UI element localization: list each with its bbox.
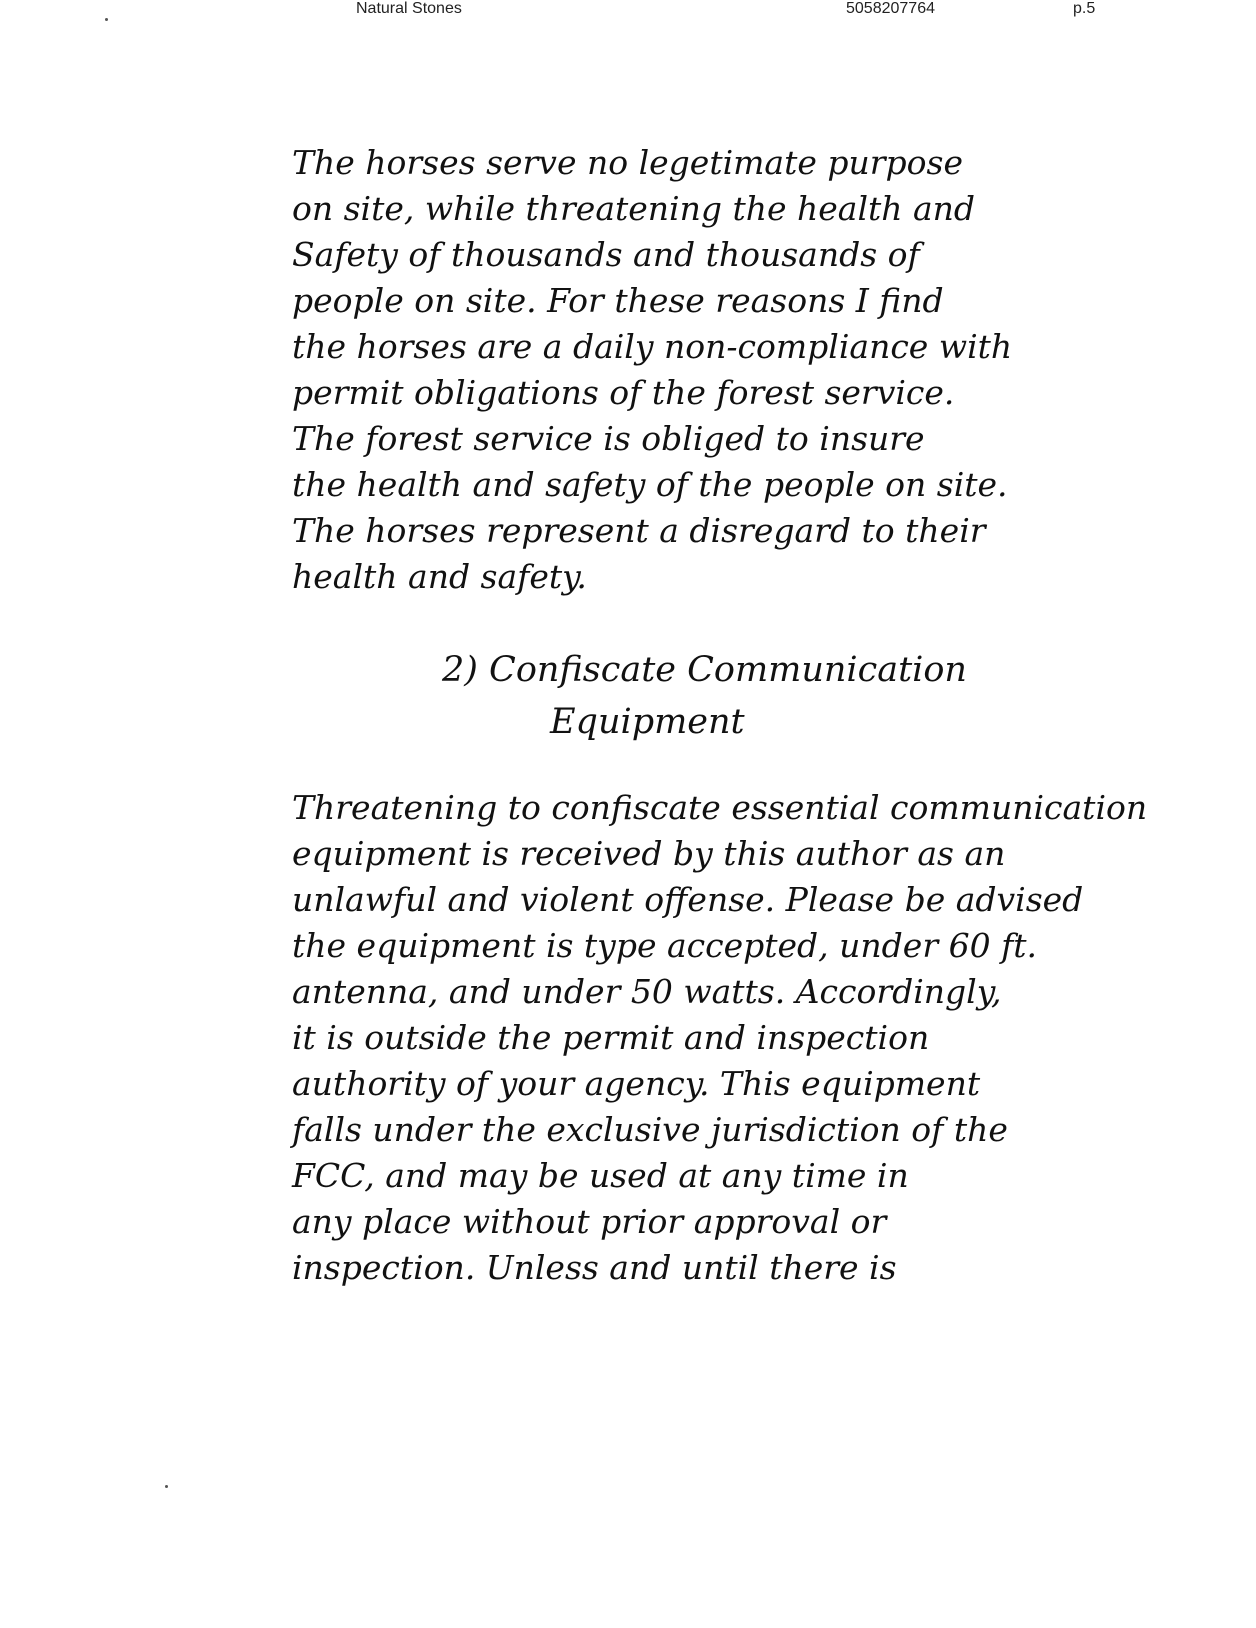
text-line: FCC, and may be used at any time in bbox=[292, 1156, 909, 1195]
text-line: the health and safety of the people on site. bbox=[292, 465, 1008, 504]
text-line: health and safety. bbox=[292, 557, 587, 596]
text-line: authority of your agency. This equipment bbox=[292, 1064, 981, 1103]
section-heading-continued: Equipment bbox=[550, 702, 745, 742]
text-line: Safety of thousands and thousands of bbox=[292, 235, 920, 274]
text-line: equipment is received by this author as an bbox=[292, 834, 1006, 873]
text-line: falls under the exclusive jurisdiction of the bbox=[292, 1110, 1008, 1149]
text-line: The forest service is obliged to insure bbox=[292, 419, 925, 458]
text-line: Threatening to confiscate essential communication bbox=[292, 788, 1148, 827]
text-line: the horses are a daily non-compliance with bbox=[292, 327, 1013, 366]
text-line: the equipment is type accepted, under 60 ft. bbox=[292, 926, 1038, 965]
fax-phone-number: 5058207764 bbox=[846, 0, 935, 17]
fax-sender: Natural Stones bbox=[356, 0, 462, 17]
text-line: people on site. For these reasons I find bbox=[292, 281, 944, 320]
text-line: any place without prior approval or bbox=[292, 1202, 887, 1241]
text-line: inspection. Unless and until there is bbox=[292, 1248, 897, 1287]
text-line: The horses represent a disregard to their bbox=[292, 511, 986, 550]
text-line: unlawful and violent offense. Please be advised bbox=[292, 880, 1084, 919]
text-line: it is outside the permit and inspection bbox=[292, 1018, 930, 1057]
paragraph-equipment bbox=[292, 785, 1242, 1291]
text-line: The horses serve no legetimate purpose bbox=[292, 143, 963, 182]
text-line: permit obligations of the forest service. bbox=[292, 373, 955, 412]
section-heading: 2) Confiscate Communication bbox=[442, 650, 967, 690]
fax-header bbox=[0, 0, 1256, 24]
text-line: antenna, and under 50 watts. Accordingly, bbox=[292, 972, 1002, 1011]
fax-page-number: p.5 bbox=[1073, 0, 1096, 17]
scan-speck bbox=[105, 18, 108, 21]
text-line: on site, while threatening the health and bbox=[292, 189, 976, 228]
scan-speck bbox=[165, 1485, 168, 1488]
paragraph-horses bbox=[292, 140, 1242, 600]
